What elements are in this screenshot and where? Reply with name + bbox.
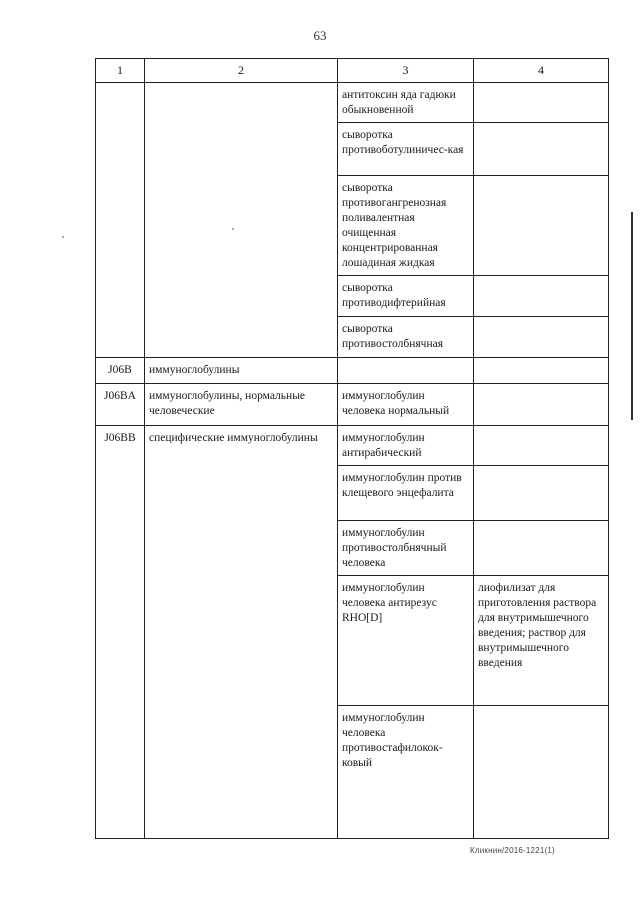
form-cell — [474, 176, 609, 276]
form-cell — [474, 466, 609, 521]
header-col-1: 1 — [96, 59, 145, 83]
header-col-3: 3 — [338, 59, 474, 83]
code-cell: J06BB — [96, 426, 145, 839]
page-number: 63 — [313, 28, 327, 43]
form-cell — [474, 706, 609, 839]
group-cell: иммуноглобулины, нормальные человеческие — [145, 384, 338, 426]
header-col-2: 2 — [145, 59, 338, 83]
form-cell — [474, 426, 609, 466]
item-cell: иммуноглобулин против клещевого энцефалита — [338, 466, 474, 521]
item-cell: сыворотка противоботулиничес-кая — [338, 123, 474, 176]
document-footer-code: Кликнин/2016-1221(1) — [470, 846, 555, 855]
form-cell — [474, 123, 609, 176]
item-cell: сыворотка противодифтерийная — [338, 276, 474, 317]
group-cell: специфические иммуноглобулины — [145, 426, 338, 839]
code-cell — [96, 83, 145, 358]
group-cell — [145, 83, 338, 358]
item-cell: иммуноглобулин человека антирезус RHO[D] — [338, 576, 474, 706]
form-cell — [474, 83, 609, 123]
item-cell: иммуноглобулин противостолбнячный человека — [338, 521, 474, 576]
code-cell: J06BA — [96, 384, 145, 426]
table-row — [96, 358, 609, 384]
group-cell: иммуноглобулины — [145, 358, 338, 384]
table-row — [96, 384, 609, 426]
item-cell — [338, 358, 474, 384]
item-cell: иммуноглобулин человека нормальный — [338, 384, 474, 426]
code-cell: J06B — [96, 358, 145, 384]
drug-table — [95, 58, 609, 839]
form-cell — [474, 276, 609, 317]
scan-margin-line — [631, 212, 633, 420]
table-row — [96, 426, 609, 466]
item-cell: сыворотка противогангренозная поливалентная очищенная концентрированная лошадиная жидкая — [338, 176, 474, 276]
item-cell: сыворотка противостолбнячная — [338, 317, 474, 358]
scan-speck — [62, 236, 64, 238]
header-col-4: 4 — [474, 59, 609, 83]
item-cell: иммуноглобулин человека противостафилокок-ковый — [338, 706, 474, 839]
form-cell — [474, 521, 609, 576]
form-cell — [474, 317, 609, 358]
form-cell: лиофилизат для приготовления раствора для внутримышечного введения; раствор для внутримышечного введения — [474, 576, 609, 706]
table-header-row — [96, 59, 609, 83]
item-cell: антитоксин яда гадюки обыкновенной — [338, 83, 474, 123]
form-cell — [474, 384, 609, 426]
item-cell: иммуноглобулин антирабический — [338, 426, 474, 466]
table-row — [96, 83, 609, 123]
form-cell — [474, 358, 609, 384]
scan-speck — [232, 228, 234, 230]
